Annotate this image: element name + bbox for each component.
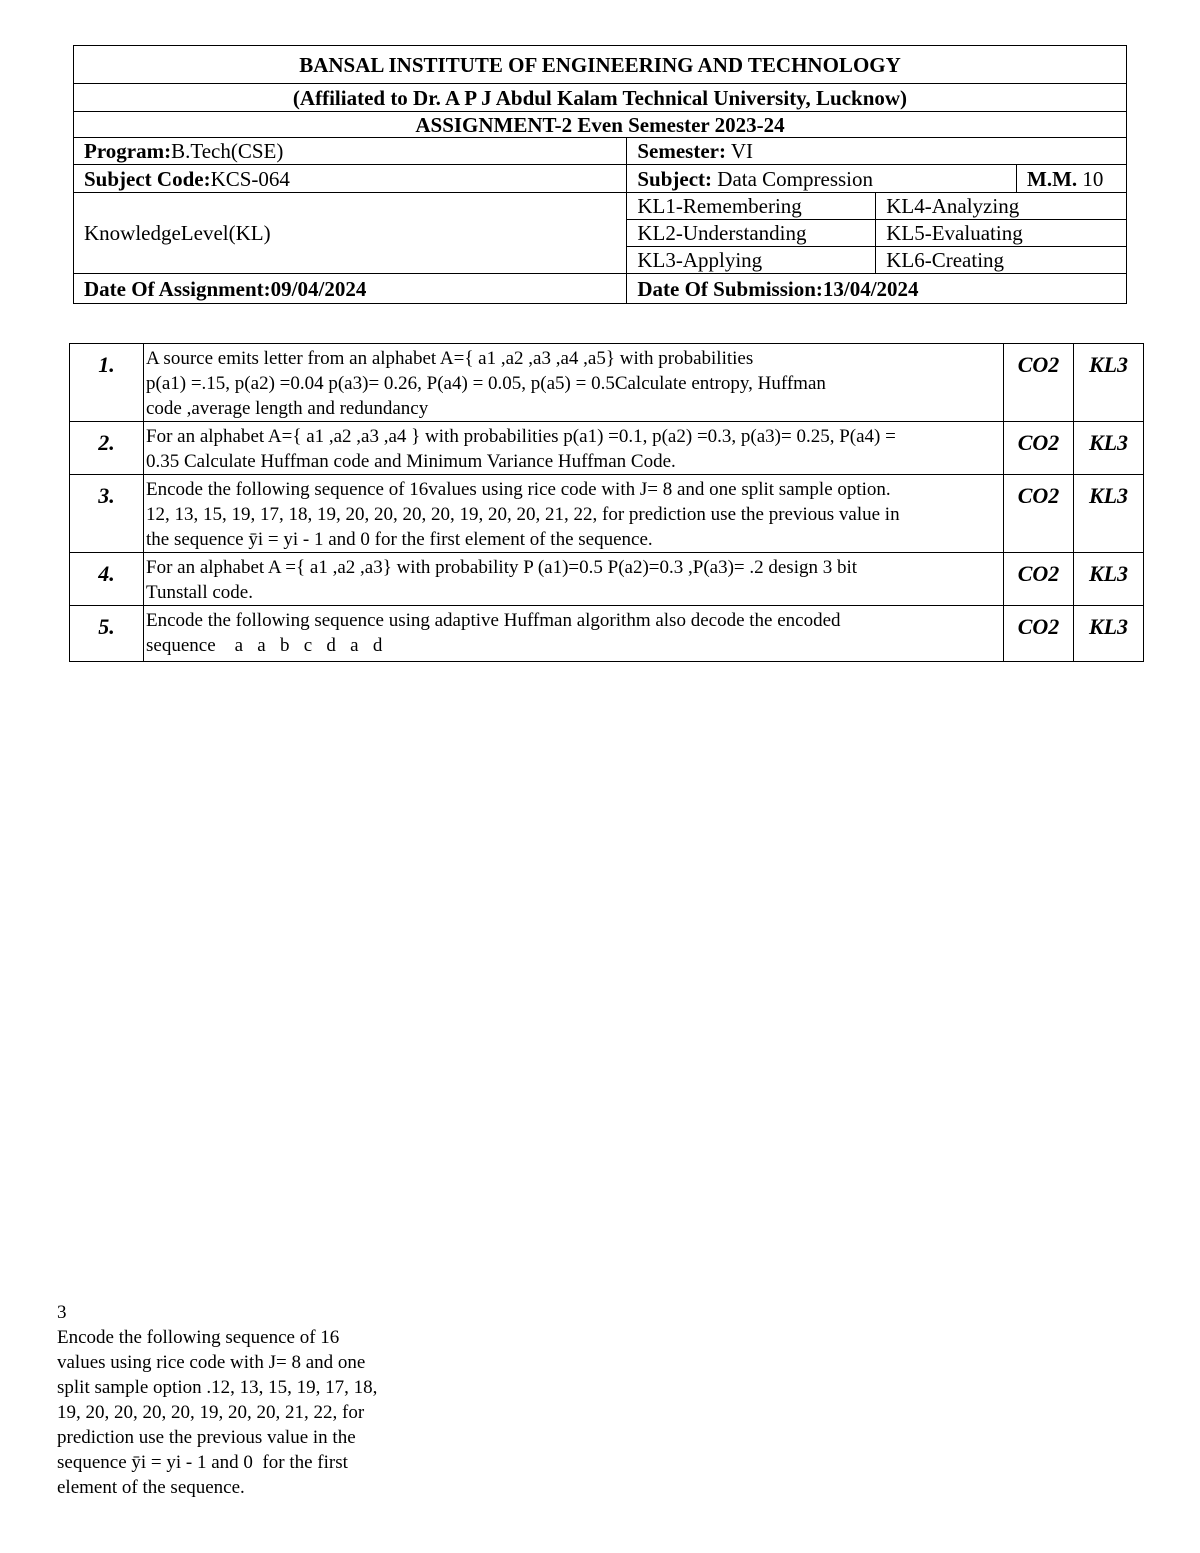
subject-cell	[627, 165, 1017, 193]
question-line: For an alphabet A={ a1 ,a2 ,a3 ,a4 } with probabilities p(a1) =0.1, p(a2) =0.3, p(a3)= 0.25, P(a4) =	[146, 426, 896, 447]
note-line: split sample option .12, 13, 15, 19, 17, 18,	[57, 1377, 378, 1398]
question-line: p(a1) =.15, p(a2) =0.04 p(a3)= 0.26, P(a4) = 0.05, p(a5) = 0.5Calculate entropy, Huffman	[146, 373, 826, 394]
semester-label: Semester:	[637, 139, 726, 163]
max-marks-value: 10	[1077, 166, 1104, 191]
header-row-affiliation	[74, 84, 1127, 112]
note-line: values using rice code with J= 8 and one	[57, 1352, 366, 1373]
question-number: 2.	[70, 422, 144, 475]
question-line: sequence a a b c d a d	[146, 635, 383, 656]
question-text	[144, 553, 1004, 606]
bottom-note	[57, 1300, 437, 1500]
note-line: 19, 20, 20, 20, 20, 19, 20, 20, 21, 22, for	[57, 1402, 365, 1423]
course-outcome: CO2	[1004, 553, 1074, 606]
question-line: A source emits letter from an alphabet A={ a1 ,a2 ,a3 ,a4 ,a5} with probabilities	[146, 348, 754, 369]
question-line: the sequence ȳi = yi - 1 and 0 for the first element of the sequence.	[146, 529, 653, 550]
knowledge-level: KL3	[1074, 422, 1144, 475]
kl-level: KL2-Understanding	[627, 220, 876, 247]
question-row	[70, 606, 1144, 662]
header-row-institute	[74, 46, 1127, 84]
course-outcome: CO2	[1004, 606, 1074, 662]
note-line: Encode the following sequence of 16	[57, 1327, 340, 1348]
course-outcome: CO2	[1004, 475, 1074, 553]
question-row	[70, 475, 1144, 553]
program-value: B.Tech(CSE)	[171, 139, 284, 163]
question-number: 3.	[70, 475, 144, 553]
semester-value: VI	[725, 139, 754, 163]
subject-label: Subject:	[637, 166, 713, 191]
institute-name: BANSAL INSTITUTE OF ENGINEERING AND TECHNOLOGY	[74, 46, 1127, 84]
knowledge-level: KL3	[1074, 344, 1144, 422]
question-line: code ,average length and redundancy	[146, 398, 429, 419]
subject-code-value: KCS-064	[210, 166, 290, 191]
course-outcome: CO2	[1004, 422, 1074, 475]
question-text	[144, 344, 1004, 422]
header-row-assignment	[74, 112, 1127, 138]
question-row	[70, 344, 1144, 422]
question-number: 1.	[70, 344, 144, 422]
kl-level: KL4-Analyzing	[876, 193, 1127, 220]
assignment-header-table	[73, 45, 1127, 304]
question-line: For an alphabet A ={ a1 ,a2 ,a3} with probability P (a1)=0.5 P(a2)=0.3 ,P(a3)= .2 design 3 bit	[146, 557, 858, 578]
knowledge-level: KL3	[1074, 475, 1144, 553]
question-row	[70, 553, 1144, 606]
kl-level: KL1-Remembering	[627, 193, 876, 220]
question-line: Encode the following sequence using adaptive Huffman algorithm also decode the encoded	[146, 610, 841, 631]
affiliation: (Affiliated to Dr. A P J Abdul Kalam Technical University, Lucknow)	[74, 84, 1127, 112]
assignment-title: ASSIGNMENT-2 Even Semester 2023-24	[74, 112, 1127, 138]
subject-code-cell	[74, 165, 627, 193]
knowledge-level: KL3	[1074, 553, 1144, 606]
question-number: 4.	[70, 553, 144, 606]
question-text	[144, 475, 1004, 553]
header-row-program	[74, 138, 1127, 165]
knowledge-level-label: KnowledgeLevel(KL)	[74, 193, 627, 274]
knowledge-level: KL3	[1074, 606, 1144, 662]
questions-table	[69, 343, 1144, 662]
kl-row-1	[74, 193, 1127, 220]
program-label: Program:	[84, 139, 172, 163]
date-of-assignment: Date Of Assignment:09/04/2024	[74, 274, 627, 304]
question-text	[144, 606, 1004, 662]
subject-value: Data Compression	[712, 166, 874, 191]
kl-level: KL6-Creating	[876, 247, 1127, 274]
date-of-submission: Date Of Submission:13/04/2024	[627, 274, 1127, 304]
header-row-dates	[74, 274, 1127, 304]
program-cell	[74, 138, 627, 165]
max-marks-cell	[1017, 165, 1127, 193]
kl-level: KL5-Evaluating	[876, 220, 1127, 247]
question-line: 0.35 Calculate Huffman code and Minimum Variance Huffman Code.	[146, 451, 676, 472]
note-line: sequence ȳi = yi - 1 and 0 for the first	[57, 1452, 348, 1473]
question-line: 12, 13, 15, 19, 17, 18, 19, 20, 20, 20, 20, 19, 20, 20, 21, 22, for prediction use the previous value in	[146, 504, 900, 525]
question-text	[144, 422, 1004, 475]
question-line: Encode the following sequence of 16values using rice code with J= 8 and one split sample option.	[146, 479, 891, 500]
question-number: 5.	[70, 606, 144, 662]
note-line: prediction use the previous value in the	[57, 1427, 356, 1448]
subject-code-label: Subject Code:	[84, 166, 211, 191]
question-line: Tunstall code.	[146, 582, 253, 603]
max-marks-label: M.M.	[1027, 166, 1078, 191]
header-row-subject	[74, 165, 1127, 193]
note-line: element of the sequence.	[57, 1477, 245, 1498]
note-number: 3	[57, 1302, 67, 1323]
semester-cell	[627, 138, 1127, 165]
question-row	[70, 422, 1144, 475]
course-outcome: CO2	[1004, 344, 1074, 422]
kl-level: KL3-Applying	[627, 247, 876, 274]
